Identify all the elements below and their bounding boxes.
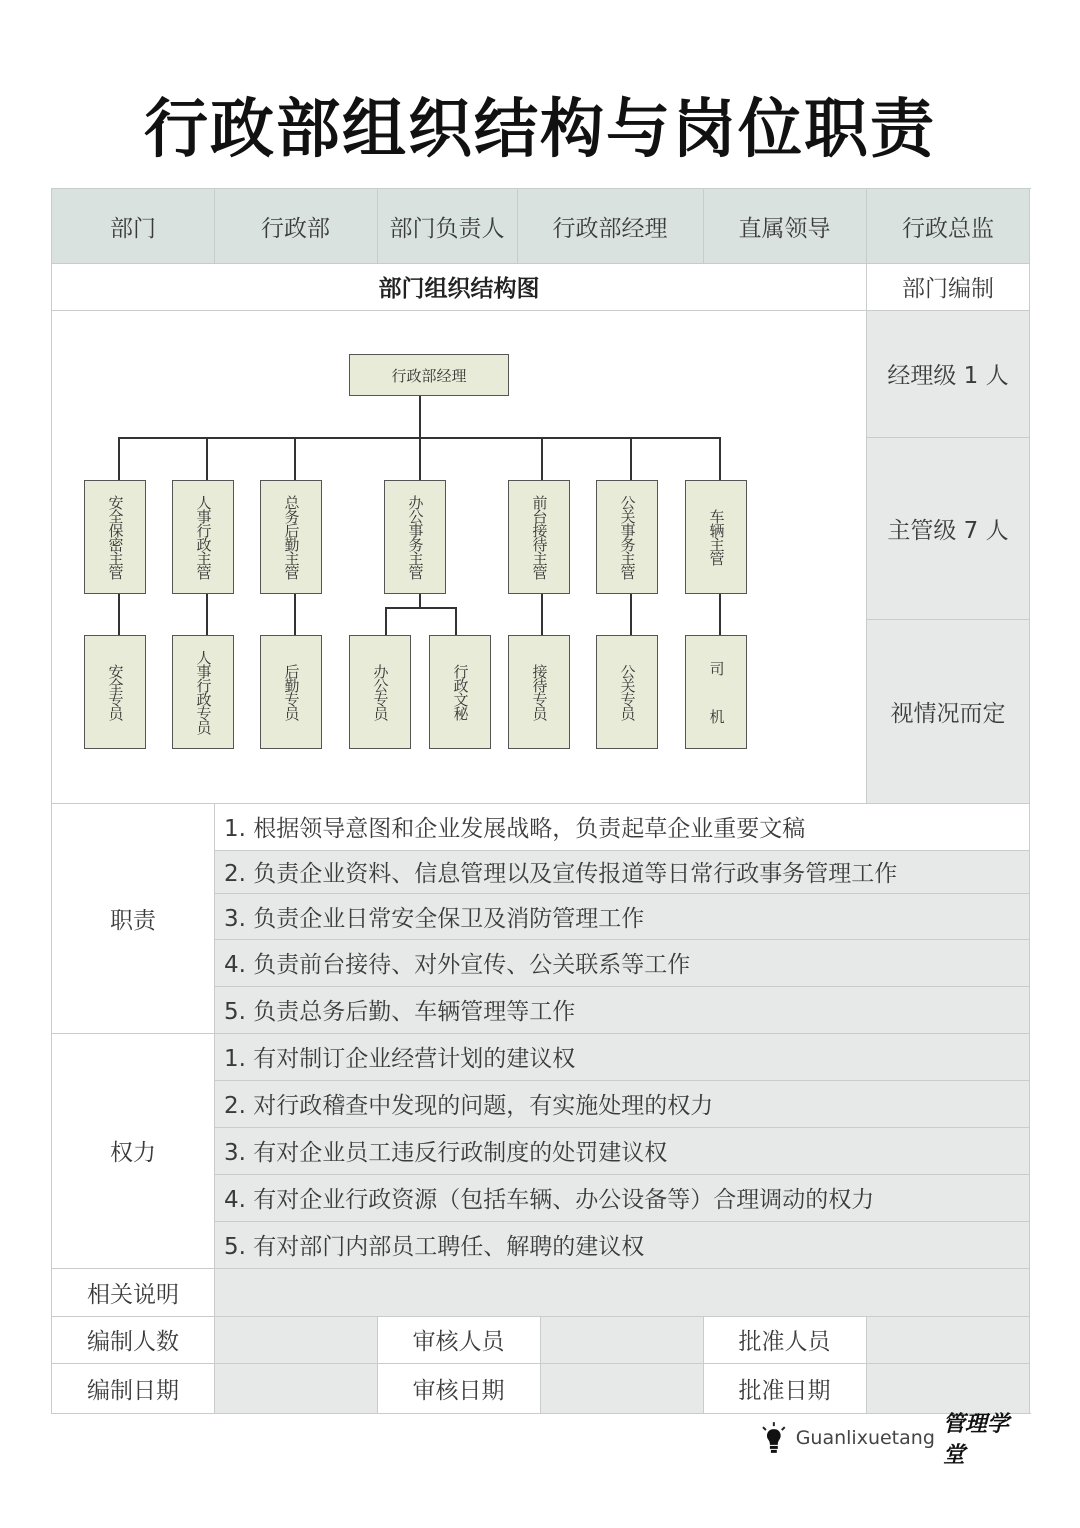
power-item: 2. 对行政稽查中发现的问题，有实施处理的权力 <box>214 1080 1030 1127</box>
power-item: 1. 有对制订企业经营计划的建议权 <box>214 1033 1030 1080</box>
brand-en: Guanlixuetang <box>795 1427 935 1449</box>
review-date-label: 审核日期 <box>377 1363 540 1413</box>
brand-cn: 管理学堂 <box>942 1411 1009 1468</box>
brand-logo <box>760 1411 1030 1468</box>
approve-person-label: 批准人员 <box>703 1316 866 1363</box>
power-item: 5. 有对部门内部员工聘任、解聘的建议权 <box>214 1221 1030 1268</box>
count-label: 编制人数 <box>52 1316 214 1363</box>
dept-label: 部门 <box>52 189 214 263</box>
duty-item: 3. 负责企业日常安全保卫及消防管理工作 <box>214 893 1030 939</box>
org-chart-title: 部门组织结构图 <box>52 263 866 310</box>
review-person-label: 审核人员 <box>377 1316 540 1363</box>
org-node-supervisor: 安全保密主管 <box>84 480 146 594</box>
duty-item: 1. 根据领导意图和企业发展战略，负责起草企业重要文稿 <box>214 803 1030 850</box>
approve-person-value[interactable] <box>866 1316 1030 1363</box>
power-item: 3. 有对企业员工违反行政制度的处罚建议权 <box>214 1127 1030 1174</box>
dept-value: 行政部 <box>214 189 377 263</box>
staffing-manager: 经理级 1 人 <box>866 310 1030 437</box>
staffing-staff: 视情况而定 <box>866 619 1030 803</box>
duty-item: 2. 负责企业资料、信息管理以及宣传报道等日常行政事务管理工作 <box>214 850 1030 893</box>
powers-label: 权力 <box>52 1033 214 1268</box>
org-node-supervisor: 办公事务主管 <box>384 480 446 594</box>
review-person-value[interactable] <box>540 1316 703 1363</box>
org-node-staff: 司 机 <box>685 635 747 749</box>
notes-value[interactable] <box>214 1268 1030 1316</box>
leader-label: 直属领导 <box>703 189 866 263</box>
lightbulb-icon <box>760 1421 788 1455</box>
org-node-staff: 公关专员 <box>596 635 658 749</box>
leader-value: 行政总监 <box>866 189 1030 263</box>
org-node-supervisor: 总务后勤主管 <box>260 480 322 594</box>
approve-date-value[interactable] <box>866 1363 1030 1413</box>
duty-item: 5. 负责总务后勤、车辆管理等工作 <box>214 986 1030 1033</box>
org-node-supervisor: 车辆主管 <box>685 480 747 594</box>
power-item: 4. 有对企业行政资源（包括车辆、办公设备等）合理调动的权力 <box>214 1174 1030 1221</box>
notes-label: 相关说明 <box>52 1268 214 1316</box>
duties-label: 职责 <box>52 803 214 1033</box>
review-date-value[interactable] <box>540 1363 703 1413</box>
org-node-supervisor: 人事行政主管 <box>172 480 234 594</box>
org-node-staff: 后勤专员 <box>260 635 322 749</box>
staffing-label: 部门编制 <box>866 263 1030 310</box>
date-value[interactable] <box>214 1363 377 1413</box>
org-node-staff: 行政文秘 <box>429 635 491 749</box>
duty-item: 4. 负责前台接待、对外宣传、公关联系等工作 <box>214 939 1030 986</box>
org-node-supervisor: 公关事务主管 <box>596 480 658 594</box>
head-value: 行政部经理 <box>517 189 703 263</box>
org-node-supervisor: 前台接待主管 <box>508 480 570 594</box>
approve-date-label: 批准日期 <box>703 1363 866 1413</box>
org-node-staff: 接待专员 <box>508 635 570 749</box>
staffing-supervisor: 主管级 7 人 <box>866 437 1030 619</box>
org-node-staff: 人事行政专员 <box>172 635 234 749</box>
org-node-staff: 办公专员 <box>349 635 411 749</box>
org-node-staff: 安全专员 <box>84 635 146 749</box>
page-title: 行政部组织结构与岗位职责 <box>144 93 936 167</box>
date-label: 编制日期 <box>52 1363 214 1413</box>
head-label: 部门负责人 <box>377 189 517 263</box>
count-value[interactable] <box>214 1316 377 1363</box>
org-node-manager: 行政部经理 <box>349 354 509 396</box>
